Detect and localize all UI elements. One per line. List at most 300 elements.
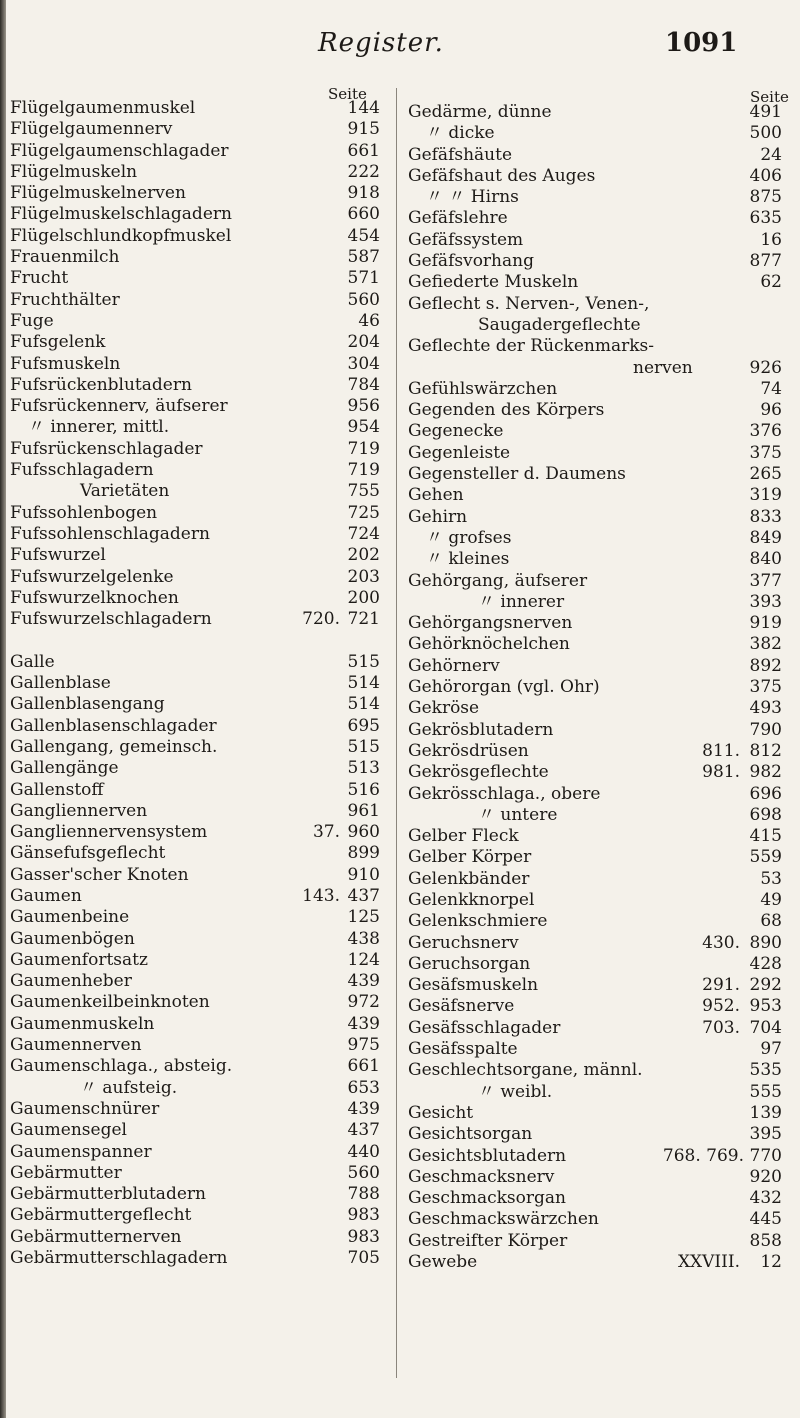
index-term: Gaumenschlaga., absteig. (10, 1056, 233, 1077)
index-entry (408, 634, 790, 655)
index-term: Gefäfshäute (408, 144, 513, 165)
index-entry (10, 843, 390, 864)
index-entry (10, 141, 390, 162)
index-entry (408, 613, 790, 634)
index-page-number: 790 (749, 719, 782, 740)
index-page-number: 587 (347, 247, 380, 268)
index-page-number: 265 (749, 464, 782, 485)
index-term: Geflechte der Rückenmarks- (408, 336, 655, 357)
index-entry (408, 1188, 790, 1209)
index-page-number: 375 (749, 677, 782, 698)
index-page-number: 972 (347, 992, 380, 1013)
index-term: Gallenblasengang (10, 694, 165, 715)
index-term: Gefäfslehre (408, 208, 508, 229)
index-entry (10, 354, 390, 375)
index-term: Gekröse (408, 698, 480, 719)
index-term: Flügelschlundkopfmuskel (10, 225, 232, 246)
index-term: Gebärmutter (10, 1162, 122, 1183)
index-entry (10, 971, 390, 992)
index-page-number: 705 (347, 1248, 380, 1269)
index-entry (408, 549, 790, 570)
index-term: Gegenleiste (408, 442, 511, 463)
index-page-number: 516 (347, 779, 380, 800)
index-page-number: 698 (749, 804, 782, 825)
index-page-number: 62 (760, 272, 782, 293)
index-term: Flügelmuskelschlagadern (10, 204, 232, 225)
index-page-number: 428 (749, 953, 782, 974)
index-term: Geflecht s. Nerven-, Venen-, (408, 293, 650, 314)
index-page-number: 440 (347, 1141, 380, 1162)
index-term: Gekrösgeflechte (408, 762, 549, 783)
index-term: Gaumenschnürer (10, 1098, 160, 1119)
index-term: Gaumenheber (10, 971, 132, 992)
index-term: 〃 weibl. (478, 1081, 553, 1102)
index-extra-pages: 291. (702, 975, 740, 996)
index-entry (10, 758, 390, 779)
index-page-number: 376 (749, 421, 782, 442)
index-entry (408, 187, 790, 208)
index-page-number: 899 (347, 843, 380, 864)
index-entry (408, 826, 790, 847)
index-page-number: 97 (760, 1039, 782, 1060)
index-extra-pages: 981. (702, 762, 740, 783)
index-extra-pages: 143. (302, 885, 340, 906)
index-entry (408, 1018, 790, 1039)
index-term: Gallenstoff (10, 779, 104, 800)
index-entry (10, 503, 390, 524)
index-term: Fufswurzelgelenke (10, 566, 174, 587)
index-entry (10, 1142, 390, 1163)
index-term: Gehörnerv (408, 655, 500, 676)
index-extra-pages: 430. (702, 932, 740, 953)
index-entry (10, 992, 390, 1013)
index-term: Gestreifter Körper (408, 1230, 568, 1251)
index-term: Galle (10, 651, 55, 672)
index-term: Gegensteller d. Daumens (408, 464, 626, 485)
index-page-number: 875 (749, 187, 782, 208)
index-entry (10, 1014, 390, 1035)
index-entry (408, 166, 790, 187)
index-entry (408, 805, 790, 826)
index-term: Gallenblase (10, 673, 111, 694)
index-entry (408, 145, 790, 166)
index-page-number: 695 (347, 715, 380, 736)
index-term: Gallengänge (10, 758, 119, 779)
index-term: 〃 innerer, mittl. (28, 417, 170, 438)
index-term: Gaumenkeilbeinknoten (10, 992, 210, 1013)
index-page-number: 719 (347, 460, 380, 481)
index-page-number: 513 (347, 758, 380, 779)
index-term: Gesäfsspalte (408, 1039, 518, 1060)
index-page-number: 500 (749, 123, 782, 144)
index-term: Varietäten (80, 481, 170, 502)
index-entry (408, 358, 790, 379)
index-term: Gefäfssystem (408, 229, 524, 250)
index-term: Gekrösblutadern (408, 719, 554, 740)
index-page-number: 382 (749, 634, 782, 655)
index-term: Gebärmutterschlagadern (10, 1248, 228, 1269)
index-entry (408, 1124, 790, 1145)
index-entry (408, 1039, 790, 1060)
index-term: Gaumensegel (10, 1120, 127, 1141)
index-term: 〃 untere (478, 804, 558, 825)
index-page-number: 395 (749, 1124, 782, 1145)
index-entry (10, 1120, 390, 1141)
index-page-number: 725 (347, 502, 380, 523)
index-entry (10, 311, 390, 332)
index-page-number: 514 (347, 694, 380, 715)
index-entry (10, 630, 390, 651)
index-entry (10, 1248, 390, 1269)
index-entry (408, 656, 790, 677)
index-entry (10, 886, 390, 907)
index-entry (10, 375, 390, 396)
index-page-number: 755 (347, 481, 380, 502)
index-entry (408, 230, 790, 251)
index-page-number: 560 (347, 289, 380, 310)
index-entry (10, 1056, 390, 1077)
index-page-number: 415 (749, 826, 782, 847)
index-extra-pages: 768. 769. (662, 1145, 744, 1166)
index-page-number: 918 (347, 183, 380, 204)
index-term: Gehirn (408, 506, 468, 527)
index-entry (10, 417, 390, 438)
index-entry (10, 268, 390, 289)
index-entry (10, 545, 390, 566)
index-term: Fufswurzelknochen (10, 587, 179, 608)
index-entry (10, 460, 390, 481)
index-entry (408, 272, 790, 293)
index-entry (10, 801, 390, 822)
index-term: Gebärmuttergeflecht (10, 1205, 192, 1226)
index-page-number: 849 (749, 527, 782, 548)
index-page-number: 319 (749, 485, 782, 506)
index-term: Gedärme, dünne (408, 102, 552, 122)
index-page-number: 953 (749, 996, 782, 1017)
index-page-number: 96 (760, 400, 782, 421)
index-term: Fufswurzelschlagadern (10, 609, 212, 630)
index-page-number: 660 (347, 204, 380, 225)
index-page-number: 983 (347, 1205, 380, 1226)
index-page-number: 915 (347, 119, 380, 140)
page-number: 1091 (665, 28, 738, 58)
index-page-number: 919 (749, 613, 782, 634)
index-entry (408, 698, 790, 719)
index-term: Gelber Fleck (408, 826, 519, 847)
index-entry (408, 1231, 790, 1252)
index-entry (408, 294, 790, 315)
index-entry (10, 609, 390, 630)
index-extra-pages: 37. (312, 822, 340, 843)
index-entry (408, 251, 790, 272)
index-entries-left (10, 98, 390, 1269)
index-page-number: 833 (749, 506, 782, 527)
index-term: Geruchsorgan (408, 953, 531, 974)
index-page-number: 437 (347, 885, 380, 906)
index-term: Flügelgaumennerv (10, 119, 173, 140)
index-entry (10, 737, 390, 758)
index-page-number: 704 (749, 1017, 782, 1038)
index-page-number: 204 (347, 332, 380, 353)
index-entry (408, 443, 790, 464)
index-entry (408, 996, 790, 1017)
index-term: Gefäfsvorhang (408, 251, 534, 272)
index-term: Fufssohlenbogen (10, 502, 158, 523)
index-term: Geschmackswärzchen (408, 1209, 599, 1230)
book-page-edge (0, 0, 6, 1418)
index-term: Gebärmutternerven (10, 1226, 182, 1247)
index-entry (408, 677, 790, 698)
index-entry (10, 396, 390, 417)
index-page-number: 406 (749, 165, 782, 186)
index-page-number: 49 (760, 889, 782, 910)
index-term: Geschmacksorgan (408, 1188, 566, 1209)
index-entry (408, 1103, 790, 1124)
index-page-number: 437 (347, 1120, 380, 1141)
index-page-number: 961 (347, 800, 380, 821)
index-entry (408, 507, 790, 528)
index-term: Gewebe (408, 1252, 478, 1273)
index-term: Gaumenspanner (10, 1141, 152, 1162)
index-term: Gekrösdrüsen (408, 740, 529, 761)
index-entry (408, 1167, 790, 1188)
index-entry (10, 950, 390, 971)
index-term: Fufsrückennerv, äufserer (10, 396, 228, 417)
index-term: Flügelgaumenschlagader (10, 140, 229, 161)
index-entry (10, 822, 390, 843)
index-term: Gehen (408, 485, 464, 506)
index-entry (10, 694, 390, 715)
index-entry (408, 485, 790, 506)
index-entry (10, 481, 390, 502)
index-term: 〃 kleines (426, 549, 510, 570)
index-entry (408, 1209, 790, 1230)
index-term: Flügelmuskeln (10, 161, 138, 182)
index-page-number: 661 (347, 1056, 380, 1077)
index-entry (408, 528, 790, 549)
index-term: Gesichtsblutadern (408, 1145, 567, 1166)
index-term: Gegenden des Körpers (408, 400, 605, 421)
index-entry (10, 716, 390, 737)
index-page-number: 144 (347, 98, 380, 118)
index-entry (408, 336, 790, 357)
index-page-number: 515 (347, 736, 380, 757)
index-entry (10, 524, 390, 545)
index-entry (10, 1035, 390, 1056)
index-page-number: 200 (347, 587, 380, 608)
index-term: Gelenkbänder (408, 868, 530, 889)
seite-label: Seite (750, 88, 789, 106)
index-term: Gaumennerven (10, 1035, 142, 1056)
index-term: Fufsschlagadern (10, 460, 154, 481)
index-term: Gehörgangsnerven (408, 613, 573, 634)
index-page-number: 439 (347, 1013, 380, 1034)
index-entry (408, 1082, 790, 1103)
index-term: 〃 innerer (478, 591, 565, 612)
index-page-number: 926 (749, 357, 782, 378)
index-entry (408, 762, 790, 783)
index-term: Fufsgelenk (10, 332, 106, 353)
index-term: Gefäfshaut des Auges (408, 165, 596, 186)
index-page-number: 877 (749, 251, 782, 272)
index-page-number: 635 (749, 208, 782, 229)
index-term: Gesicht (408, 1102, 474, 1123)
index-page-number: 125 (347, 907, 380, 928)
index-term: Gesichtsorgan (408, 1124, 533, 1145)
index-page-number: 719 (347, 438, 380, 459)
index-entries-right (408, 102, 790, 1273)
index-term: Fufssohlenschlagadern (10, 523, 210, 544)
index-term: Gasser'scher Knoten (10, 864, 189, 885)
page-header (0, 0, 800, 62)
index-term: Gebärmutterblutadern (10, 1184, 206, 1205)
index-entry (10, 567, 390, 588)
index-page-number: 920 (749, 1166, 782, 1187)
index-page-number: 983 (347, 1226, 380, 1247)
index-page-number: 202 (347, 545, 380, 566)
index-term: Gefühlswärzchen (408, 378, 558, 399)
index-entry (10, 780, 390, 801)
index-term: Fufsrückenblutadern (10, 374, 192, 395)
index-page-number: 493 (749, 698, 782, 719)
index-term: 〃 〃 Hirns (426, 187, 519, 208)
index-extra-pages: 952. (702, 996, 740, 1017)
index-entry (408, 571, 790, 592)
index-page-number: 812 (749, 740, 782, 761)
index-page-number: 840 (749, 549, 782, 570)
index-entry (10, 1184, 390, 1205)
index-page-number: 491 (749, 102, 782, 122)
index-page-number: 653 (347, 1077, 380, 1098)
index-entry (10, 865, 390, 886)
index-term: Gehörorgan (vgl. Ohr) (408, 677, 600, 698)
index-term: Flügelgaumenmuskel (10, 98, 196, 118)
index-entry (10, 162, 390, 183)
index-page-number: 770 (749, 1145, 782, 1166)
index-term: Gesäfsschlagader (408, 1017, 561, 1038)
index-page-number: 559 (749, 847, 782, 868)
index-term: Gaumenbögen (10, 928, 135, 949)
index-term: Fuge (10, 310, 54, 331)
index-extra-pages: XXVIII. (677, 1252, 740, 1273)
index-term: Gekrösschlaga., obere (408, 783, 601, 804)
index-entry (10, 332, 390, 353)
index-entry (408, 315, 790, 336)
index-entry (408, 933, 790, 954)
index-entry (408, 954, 790, 975)
index-term: 〃 grofses (426, 527, 512, 548)
index-page-number: 12 (760, 1252, 782, 1273)
index-entry (10, 204, 390, 225)
index-term: Geschmacksnerv (408, 1166, 555, 1187)
index-entry (408, 592, 790, 613)
index-page-number: 515 (347, 651, 380, 672)
index-term: Gegenecke (408, 421, 504, 442)
index-entry (10, 247, 390, 268)
index-page-number: 555 (749, 1081, 782, 1102)
seite-label: Seite (328, 85, 367, 103)
index-term: Gangliennervensystem (10, 822, 208, 843)
index-page-number: 24 (760, 144, 782, 165)
index-page-number: 560 (347, 1162, 380, 1183)
index-term: Fufsmuskeln (10, 353, 121, 374)
index-term: Frauenmilch (10, 247, 120, 268)
index-entry (408, 400, 790, 421)
index-page-number: 454 (347, 225, 380, 246)
running-title: Register. (318, 28, 444, 58)
index-term: Gangliennerven (10, 800, 148, 821)
index-entry (10, 98, 390, 119)
index-term: Geruchsnerv (408, 932, 519, 953)
index-entry (408, 421, 790, 442)
index-page-number: 445 (749, 1209, 782, 1230)
index-page-number: 393 (749, 591, 782, 612)
index-page-number: 304 (347, 353, 380, 374)
index-term: Gaumenmuskeln (10, 1013, 155, 1034)
index-term: Gaumenbeine (10, 907, 130, 928)
index-entry (10, 226, 390, 247)
index-term: Saugadergeflechte (478, 314, 641, 335)
index-page-number: 68 (760, 911, 782, 932)
index-entry (10, 1099, 390, 1120)
index-entry (408, 869, 790, 890)
index-page-number: 956 (347, 396, 380, 417)
index-entry (10, 652, 390, 673)
index-term: Gaumenfortsatz (10, 949, 148, 970)
index-page-number: 438 (347, 928, 380, 949)
index-entry (10, 439, 390, 460)
index-page-number: 661 (347, 140, 380, 161)
index-term: Frucht (10, 268, 69, 289)
index-term: Gehörknöchelchen (408, 634, 570, 655)
index-entry (10, 588, 390, 609)
index-page-number: 292 (749, 975, 782, 996)
index-page-number: 432 (749, 1188, 782, 1209)
index-entry (10, 907, 390, 928)
index-page-number: 124 (347, 949, 380, 970)
index-page-number: 377 (749, 570, 782, 591)
index-page-number: 975 (347, 1035, 380, 1056)
index-page-number: 139 (749, 1102, 782, 1123)
index-page-number: 222 (347, 161, 380, 182)
index-page-number: 535 (749, 1060, 782, 1081)
index-entry (10, 673, 390, 694)
index-term: Gesäfsnerve (408, 996, 515, 1017)
index-term: Flügelmuskelnerven (10, 183, 186, 204)
index-entry (408, 464, 790, 485)
index-page-number: 724 (347, 523, 380, 544)
index-term: 〃 dicke (426, 123, 495, 144)
index-term: 〃 aufsteig. (80, 1077, 178, 1098)
index-entry (10, 1078, 390, 1099)
index-entry (408, 379, 790, 400)
index-extra-pages: 703. (702, 1017, 740, 1038)
index-term: Gelenkschmiere (408, 911, 548, 932)
index-page-number: 571 (347, 268, 380, 289)
index-extra-pages: 720. (302, 609, 340, 630)
index-term: Fruchthälter (10, 289, 120, 310)
index-term: Gehörgang, äufserer (408, 570, 588, 591)
index-page-number: 892 (749, 655, 782, 676)
index-term: Fufswurzel (10, 545, 106, 566)
index-entry (10, 1227, 390, 1248)
index-term: nerven (633, 357, 693, 378)
index-entry (10, 119, 390, 140)
index-entry (408, 1060, 790, 1081)
index-entry (408, 741, 790, 762)
index-entry (408, 1146, 790, 1167)
index-entry (408, 123, 790, 144)
